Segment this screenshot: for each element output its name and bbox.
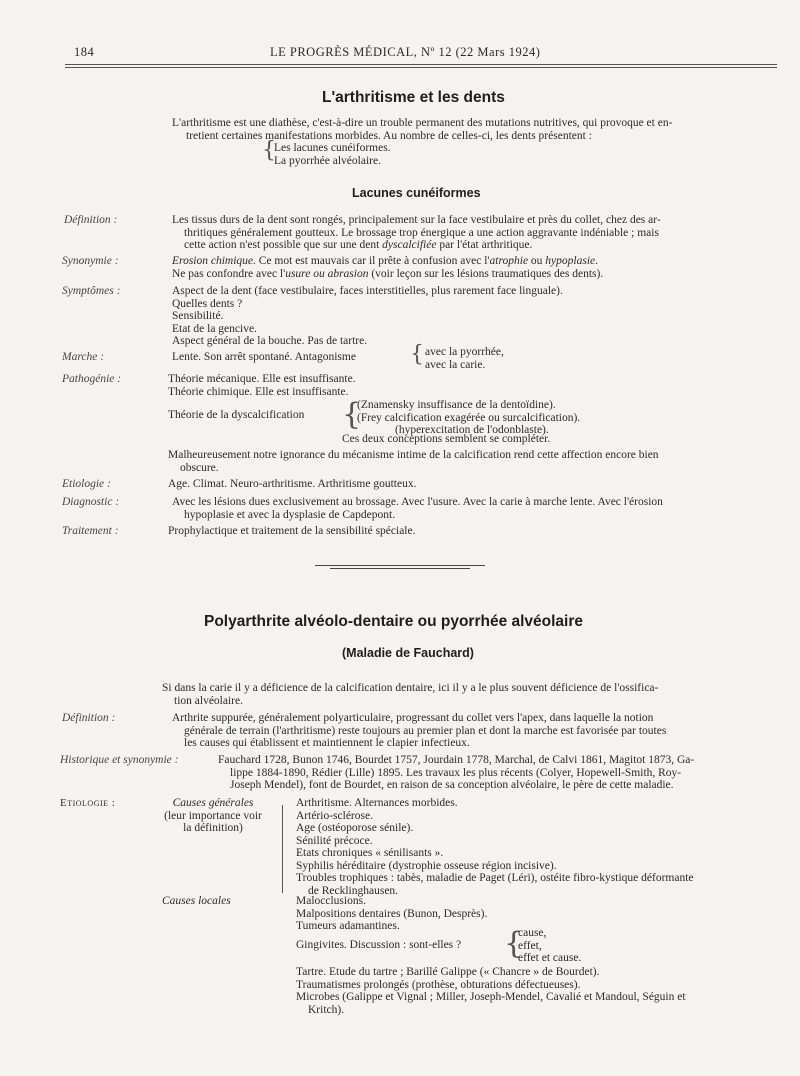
section-subtitle-fauchard: (Maladie de Fauchard) — [342, 646, 474, 660]
dyscalcification-list — [357, 399, 580, 437]
text-line: Théorie mécanique. Elle est insuffisante. — [168, 373, 356, 385]
list-item: Les lacunes cunéiformes. — [274, 142, 391, 154]
causes-locales-label: Causes locales — [162, 895, 231, 907]
list-item: avec la pyorrhée, — [425, 346, 504, 358]
symptomes-text — [172, 285, 782, 348]
text-line — [172, 268, 782, 281]
brace-icon — [282, 805, 285, 893]
section-separator — [315, 565, 485, 566]
marche-text: Lente. Son arrêt spontané. Antagonisme — [172, 351, 356, 363]
text-line: Sensibilité. — [172, 310, 224, 322]
intro-list — [274, 142, 391, 167]
list-item: Malocclusions. — [296, 895, 366, 907]
text-span-italic: atrophie — [489, 255, 529, 267]
text-line — [172, 255, 782, 268]
section-title-arthritisme: L'arthritisme et les dents — [322, 89, 505, 106]
definition-text — [172, 214, 782, 252]
brace-icon: { — [504, 926, 524, 961]
label-traitement: Traitement : — [62, 525, 119, 537]
text-line: Fauchard 1728, Bunon 1746, Bourdet 1757, Jourdain 1778, Marchal, de Calvi 1861, Magitot 1873, Ga- — [218, 754, 695, 766]
text-line: obscure. — [180, 461, 219, 474]
text-span-italic: Erosion chimique. — [172, 255, 256, 267]
page-number: 184 — [74, 45, 95, 59]
text-line: Etat de la gencive. — [172, 322, 257, 335]
text-line — [172, 239, 782, 252]
label-symptomes: Symptômes : — [62, 285, 121, 297]
header-rule-bottom — [65, 67, 777, 68]
label-diagnostic: Diagnostic : — [62, 496, 120, 508]
text-span-italic: usure ou abrasion — [285, 267, 369, 280]
intro-line: L'arthritisme est une diathèse, c'est-à-dire un trouble permanent des mutations nutritives, qui provoque et en- — [172, 117, 673, 129]
list-item: Syphilis héréditaire (dystrophie osseuse région incisive). — [296, 859, 557, 872]
label-definition-2: Définition : — [62, 712, 116, 724]
text-span: (voir leçon sur les lésions traumatiques des dents). — [368, 267, 604, 280]
definition-text-2 — [172, 712, 782, 750]
traitement-text: Prophylactique et traitement de la sensibilité spéciale. — [168, 525, 416, 537]
section-separator — [330, 568, 470, 569]
intro-line: tretient certaines manifestations morbides. Au nombre de celles-ci, les dents présentent : — [186, 129, 592, 142]
list-item: Arthritisme. Alternances morbides. — [296, 797, 458, 809]
text-span: ou — [528, 255, 546, 267]
list-item: (Znamensky insuffisance de la dentoïdine). — [357, 399, 556, 411]
text-span: par l'état arthritique. — [436, 239, 533, 251]
text-line: générale de terrain (l'arthritisme) reste toujours au premier plan et dont la marche est favorisée par toutes — [184, 724, 667, 737]
list-item: avec la carie. — [425, 358, 486, 371]
brace-icon: { — [342, 397, 362, 432]
text-line: Joseph Mendel), font de Bourdet, en raison de sa conception alvéolaire, le père de cette maladie. — [230, 779, 674, 791]
label-etiologie-2: Etiologie : — [60, 797, 116, 809]
list-item: (hyperexcitation de l'odonblaste). — [395, 424, 549, 436]
text-line: Arthrite suppurée, généralement polyarticulaire, progressant du collet vers l'apex, dans laquelle la notion — [172, 712, 654, 724]
causes-generales-note: la définition) — [183, 822, 243, 834]
causes-generales-label: Causes générales — [172, 797, 254, 809]
diagnostic-text — [172, 496, 782, 521]
list-item: Etats chroniques « sénilisants ». — [296, 847, 444, 859]
text-line: Aspect général de la bouche. Pas de tartre. — [172, 335, 368, 347]
label-synonymie: Synonymie : — [62, 255, 119, 267]
text-span: cette action n'est possible que sur une dent — [184, 239, 383, 251]
text-line: tion alvéolaire. — [174, 694, 243, 707]
label-marche: Marche : — [62, 351, 105, 363]
causes-generales-note: (leur importance voir — [164, 809, 262, 822]
historique-text — [218, 754, 784, 792]
list-item: (Frey calcification exagérée ou surcalcification). — [357, 411, 581, 424]
list-item: Traumatismes prolongés (prothèse, obturations défectueuses). — [296, 978, 581, 991]
list-item: Malpositions dentaires (Bunon, Desprès). — [296, 907, 488, 920]
pathogenie-paragraph — [168, 449, 783, 474]
label-pathogenie: Pathogénie : — [62, 373, 122, 385]
label-definition: Définition : — [64, 214, 118, 226]
pathogenie-text — [168, 373, 778, 398]
synonymie-text — [172, 255, 782, 280]
causes-generales-block — [148, 797, 278, 835]
text-span-italic: dyscalcifiée — [382, 239, 437, 251]
etiologie-text: Age. Climat. Neuro-arthritisme. Arthritisme goutteux. — [168, 478, 417, 490]
text-line: Avec les lésions dues exclusivement au brossage. Avec l'usure. Avec la carie à marche lente. Avec l'érosion — [172, 496, 663, 508]
list-item: Tumeurs adamantines. — [296, 920, 400, 932]
brace-icon: { — [410, 342, 424, 367]
text-span: . — [595, 255, 598, 267]
label-historique: Historique et synonymie : — [60, 754, 179, 766]
text-line: thritiques généralement goutteux. Le brossage trop énergique a une action aggravante indéniable ; mais — [184, 226, 659, 239]
list-item: Tartre. Etude du tartre ; Barillé Galippe (« Chancre » de Bourdet). — [296, 966, 600, 978]
pathogenie-conclusion: Ces deux conceptions semblent se compléter. — [342, 433, 551, 445]
list-item: Microbes (Galippe et Vignal ; Miller, Joseph-Mendel, Cavalié et Mandoul, Séguin et — [296, 991, 686, 1003]
section-title-pyorrhee: Polyarthrite alvéolo-dentaire ou pyorrhée alvéolaire — [204, 613, 584, 630]
list-item: effet et cause. — [518, 952, 582, 964]
text-line: Si dans la carie il y a déficience de la calcification dentaire, ici il y a le plus souvent déficience de l'ossifica- — [162, 682, 659, 694]
gingivites-options — [518, 927, 581, 965]
text-line: hypoplasie et avec la dysplasie de Capdepont. — [184, 508, 396, 521]
section-title-lacunes: Lacunes cunéiformes — [352, 186, 481, 200]
gingivites-text: Gingivites. Discussion : sont-elles ? — [296, 939, 462, 951]
list-item: Sénilité précoce. — [296, 834, 373, 847]
causes-locales-list-2 — [296, 966, 786, 1016]
text-line: Théorie chimique. Elle est insuffisante. — [168, 385, 349, 398]
text-line: Aspect de la dent (face vestibulaire, faces interstitielles, plus rarement face linguale). — [172, 285, 563, 297]
list-item: Kritch). — [308, 1003, 345, 1016]
text-line: lippe 1884-1890, Rédier (Lille) 1895. Les travaux les plus récents (Colyer, Hopewell-Smith, Roy- — [230, 766, 682, 779]
list-item: Age (ostéoporose sénile). — [296, 822, 414, 834]
text-line: Malheureusement notre ignorance du mécanisme intime de la calcification rend cette affection encore bien — [168, 449, 659, 461]
text-line: Quelles dents ? — [172, 297, 243, 310]
list-item: Artério-sclérose. — [296, 809, 373, 822]
pyorrhee-intro — [162, 682, 782, 707]
causes-generales-list — [296, 797, 786, 897]
pathogenie-dyscalcification: Théorie de la dyscalcification — [168, 409, 305, 421]
list-item: Troubles trophiques : tabès, maladie de Paget (Léri), ostéite fibro-kystique déformante — [296, 872, 694, 884]
list-item: de Recklinghausen. — [308, 884, 399, 897]
header-rule-top — [65, 64, 777, 65]
brace-icon: { — [262, 138, 276, 163]
list-item: cause, — [518, 927, 547, 939]
text-line: les causes qui établissent et maintiennent le clapier infectieux. — [184, 737, 470, 749]
list-item: effet, — [518, 939, 542, 952]
label-etiologie: Etiologie : — [62, 478, 111, 490]
running-title: LE PROGRÈS MÉDICAL, Nº 12 (22 Mars 1924) — [270, 45, 541, 59]
marche-brace-list — [425, 346, 504, 371]
text-span-italic: hypoplasie — [545, 255, 596, 267]
list-item: La pyorrhée alvéolaire. — [274, 154, 381, 167]
text-span: Ce mot est mauvais car il prête à confusion avec l' — [255, 255, 490, 267]
text-line: Les tissus durs de la dent sont rongés, principalement sur la face vestibulaire et près du collet, chez des ar- — [172, 214, 661, 226]
text-span: Ne pas confondre avec l' — [172, 267, 286, 280]
